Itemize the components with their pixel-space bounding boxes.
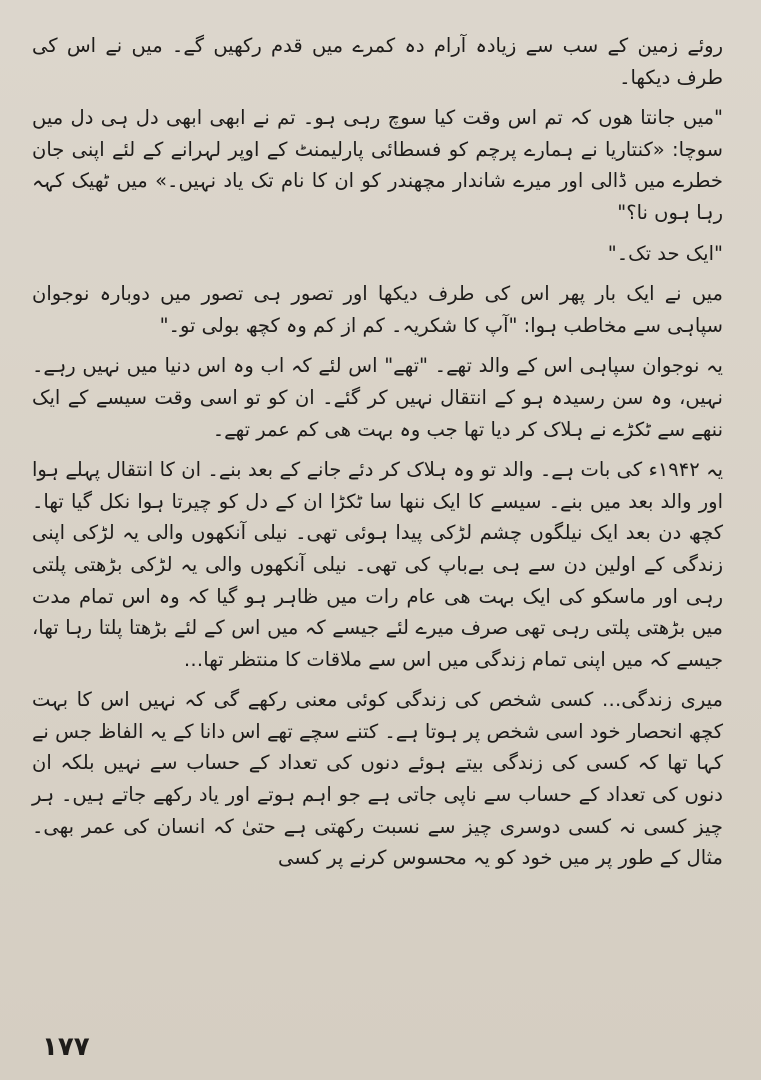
paragraph-3: "ایک حد تک۔" (607, 241, 723, 265)
page-text (32, 30, 723, 874)
paragraph-5: یہ نوجوان سپاہی اس کے والد تھے۔ "تھے" اس لئے کہ اب وہ اس دنیا میں نہیں رہے۔ نہیں، وہ سن رسیدہ ہو کے انتقال نہیں کر گئے۔ ان کو تو اسی وقت سیسے کے ایک ننھے سے ٹکڑے نے ہلاک کر دیا تھا جب وہ بہت ھی کم عمر تھے۔ (32, 354, 723, 441)
paragraph-4: میں نے ایک بار پھر اس کی طرف دیکھا اور تصور ہی تصور میں دوبارہ نوجوان سپاہی سے مخاطب ہوا: "آپ کا شکریہ۔ کم از کم وہ کچھ بولی تو۔" (32, 282, 723, 337)
page-number: ۱۷۷ (42, 1032, 90, 1062)
paragraph-7: میری زندگی… کسی شخص کی زندگی کوئی معنی رکھے گی کہ نہیں اس کا بہت کچھ انحصار خود اسی شخص پر ہوتا ہے۔ کتنے سچے تھے اس دانا کے یہ الفاظ جس نے کہا تھا کہ کسی کی زندگی بیتے ہوئے دنوں کی تعداد کے حساب سے نہیں بلکہ ان دنوں کی تعداد کے حساب سے ناپی جاتی ہے جو اہم ہوتے اور یاد رکھے جاتے ہیں۔ ہر چیز کسی نہ کسی دوسری چیز سے نسبت رکھتی ہے حتیٰ کہ انسان کی عمر بھی۔ مثال کے طور پر میں خود کو یہ محسوس کرنے پر کسی (32, 688, 723, 870)
paragraph-2: "میں جانتا ھوں کہ تم اس وقت کیا سوچ رہی ہو۔ تم نے ابھی ابھی دل ہی دل میں سوچا: «کنتاریا نے ہمارے پرچم کو فسطائی پارلیمنٹ کے اوپر لہرانے کے لئے اپنی جان خطرے میں ڈالی اور میرے شاندار مچھندر کو ان کا نام تک یاد نہیں۔» میں ٹھیک کہہ رہا ہوں نا؟" (32, 106, 723, 224)
paragraph-1: روئے زمین کے سب سے زیادہ آرام دہ کمرے میں قدم رکھیں گے۔ میں نے اس کی طرف دیکھا۔ (32, 34, 723, 89)
paragraph-6: یہ ۱۹۴۲ء کی بات ہے۔ والد تو وہ ہلاک کر دئے جانے کے بعد بنے۔ ان کا انتقال پہلے ہوا اور والد بعد میں بنے۔ سیسے کا ایک ننھا سا ٹکڑا ان کے دل کو چیرتا ہوا نکل گیا تھا۔ کچھ دن بعد ایک نیلگوں چشم لڑکی پیدا ہوئی تھی۔ نیلی آنکھوں والی یہ لڑکی اپنی زندگی کے اولین دن سے ہی بےباپ کی تھی۔ نیلی آنکھوں والی یہ لڑکی بڑھتی پلتی رہی اور ماسکو کی ایک بہت ھی عام رات میں ظاہر ہو گیا کہ وہ اس تمام مدت میں بڑھتی پلتی رہی تھی صرف میرے لئے جیسے کہ میں اس کے لئے بڑھتا پلتا رہا تھا، جیسے کہ میں اپنی تمام زندگی میں اس سے ملاقات کا منتظر تھا… (32, 458, 723, 671)
